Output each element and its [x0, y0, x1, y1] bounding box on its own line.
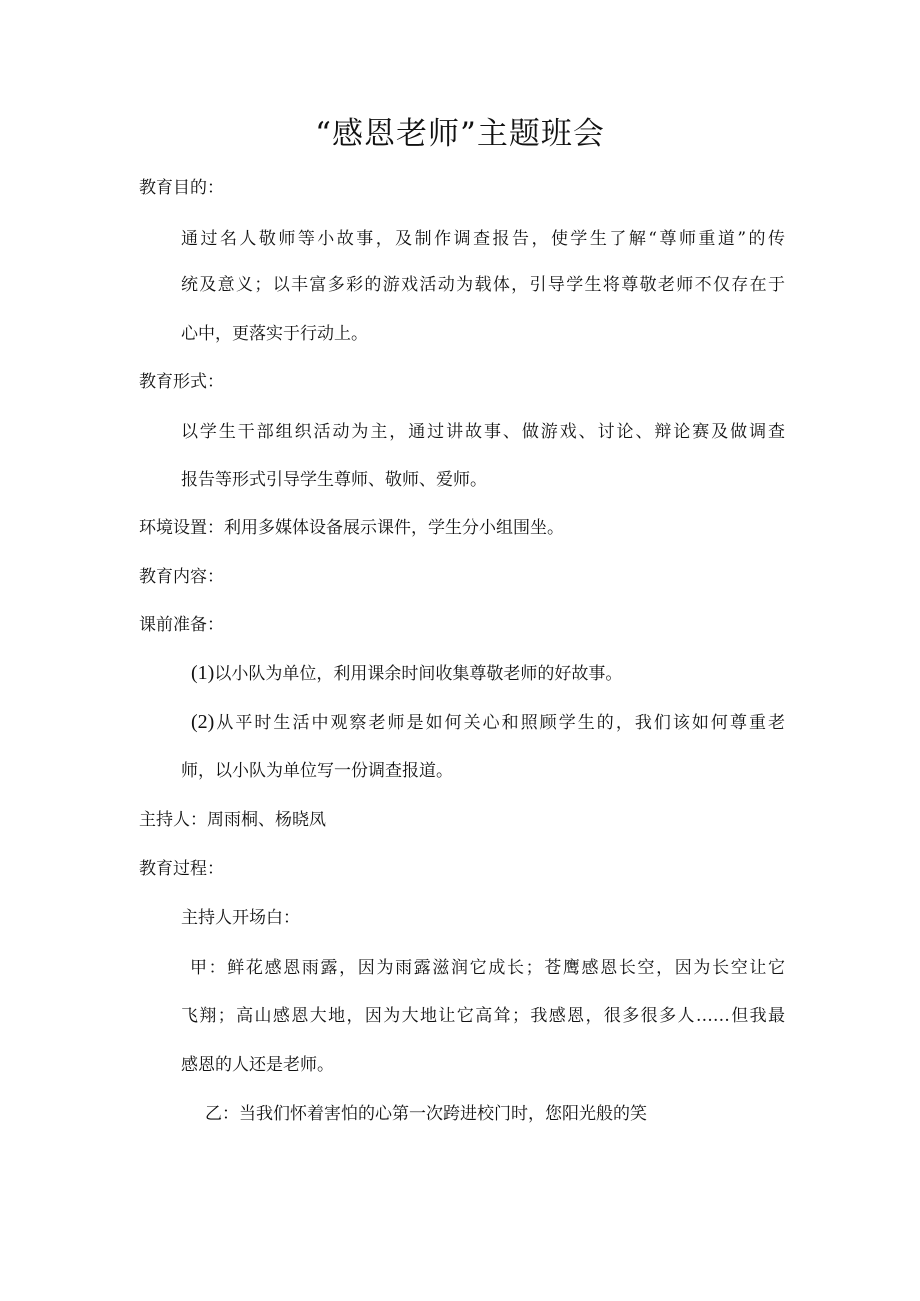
paragraph-line: 以学生干部组织活动为主，通过讲故事、做游戏、讨论、辩论赛及做调查 [181, 422, 785, 442]
paragraph-line: 心中，更落实于行动上。 [181, 324, 368, 344]
section-heading-education-form: 教育形式： [139, 372, 224, 392]
section-heading-education-content: 教育内容： [139, 567, 224, 587]
document-title: “感恩老师”主题班会 [315, 116, 605, 152]
paragraph-line: 师，以小队为单位写一份调查报道。 [181, 761, 453, 781]
paragraph-line: 通过名人敬师等小故事，及制作调查报告，使学生了解“尊师重道”的传 [181, 229, 785, 249]
list-item-text: 以小队为单位，利用课余时间收集尊敬老师的好故事。 [214, 664, 623, 684]
section-heading-preparation: 课前准备： [139, 615, 224, 635]
section-heading-education-goal: 教育目的： [139, 178, 224, 198]
paragraph-line: 乙：当我们怀着害怕的心第一次跨进校门时，您阳光般的笑 [205, 1104, 647, 1124]
section-hosts: 主持人：周雨桐、杨晓凤 [139, 810, 326, 830]
list-item-text: 从平时生活中观察老师是如何关心和照顾学生的，我们该如何尊重老 [214, 713, 785, 733]
paragraph-line: 统及意义；以丰富多彩的游戏活动为载体，引导学生将尊敬老师不仅存在于 [181, 275, 785, 295]
section-heading-education-process: 教育过程： [139, 859, 224, 879]
section-environment-setup: 环境设置：利用多媒体设备展示课件，学生分小组围坐。 [139, 518, 564, 538]
paragraph-line: 飞翔；高山感恩大地，因为大地让它高耸；我感恩，很多很多人……但我最 [181, 1006, 785, 1026]
list-number: (2) [191, 711, 215, 733]
paragraph-line: 报告等形式引导学生尊师、敬师、爱师。 [181, 470, 487, 490]
paragraph-line: 感恩的人还是老师。 [181, 1055, 334, 1075]
list-item [191, 709, 785, 736]
list-number: (1) [191, 662, 215, 684]
subheading-opening-remarks: 主持人开场白： [181, 908, 300, 928]
paragraph-line: 甲：鲜花感恩雨露，因为雨露滋润它成长；苍鹰感恩长空，因为长空让它 [190, 958, 785, 978]
list-item [191, 660, 622, 687]
